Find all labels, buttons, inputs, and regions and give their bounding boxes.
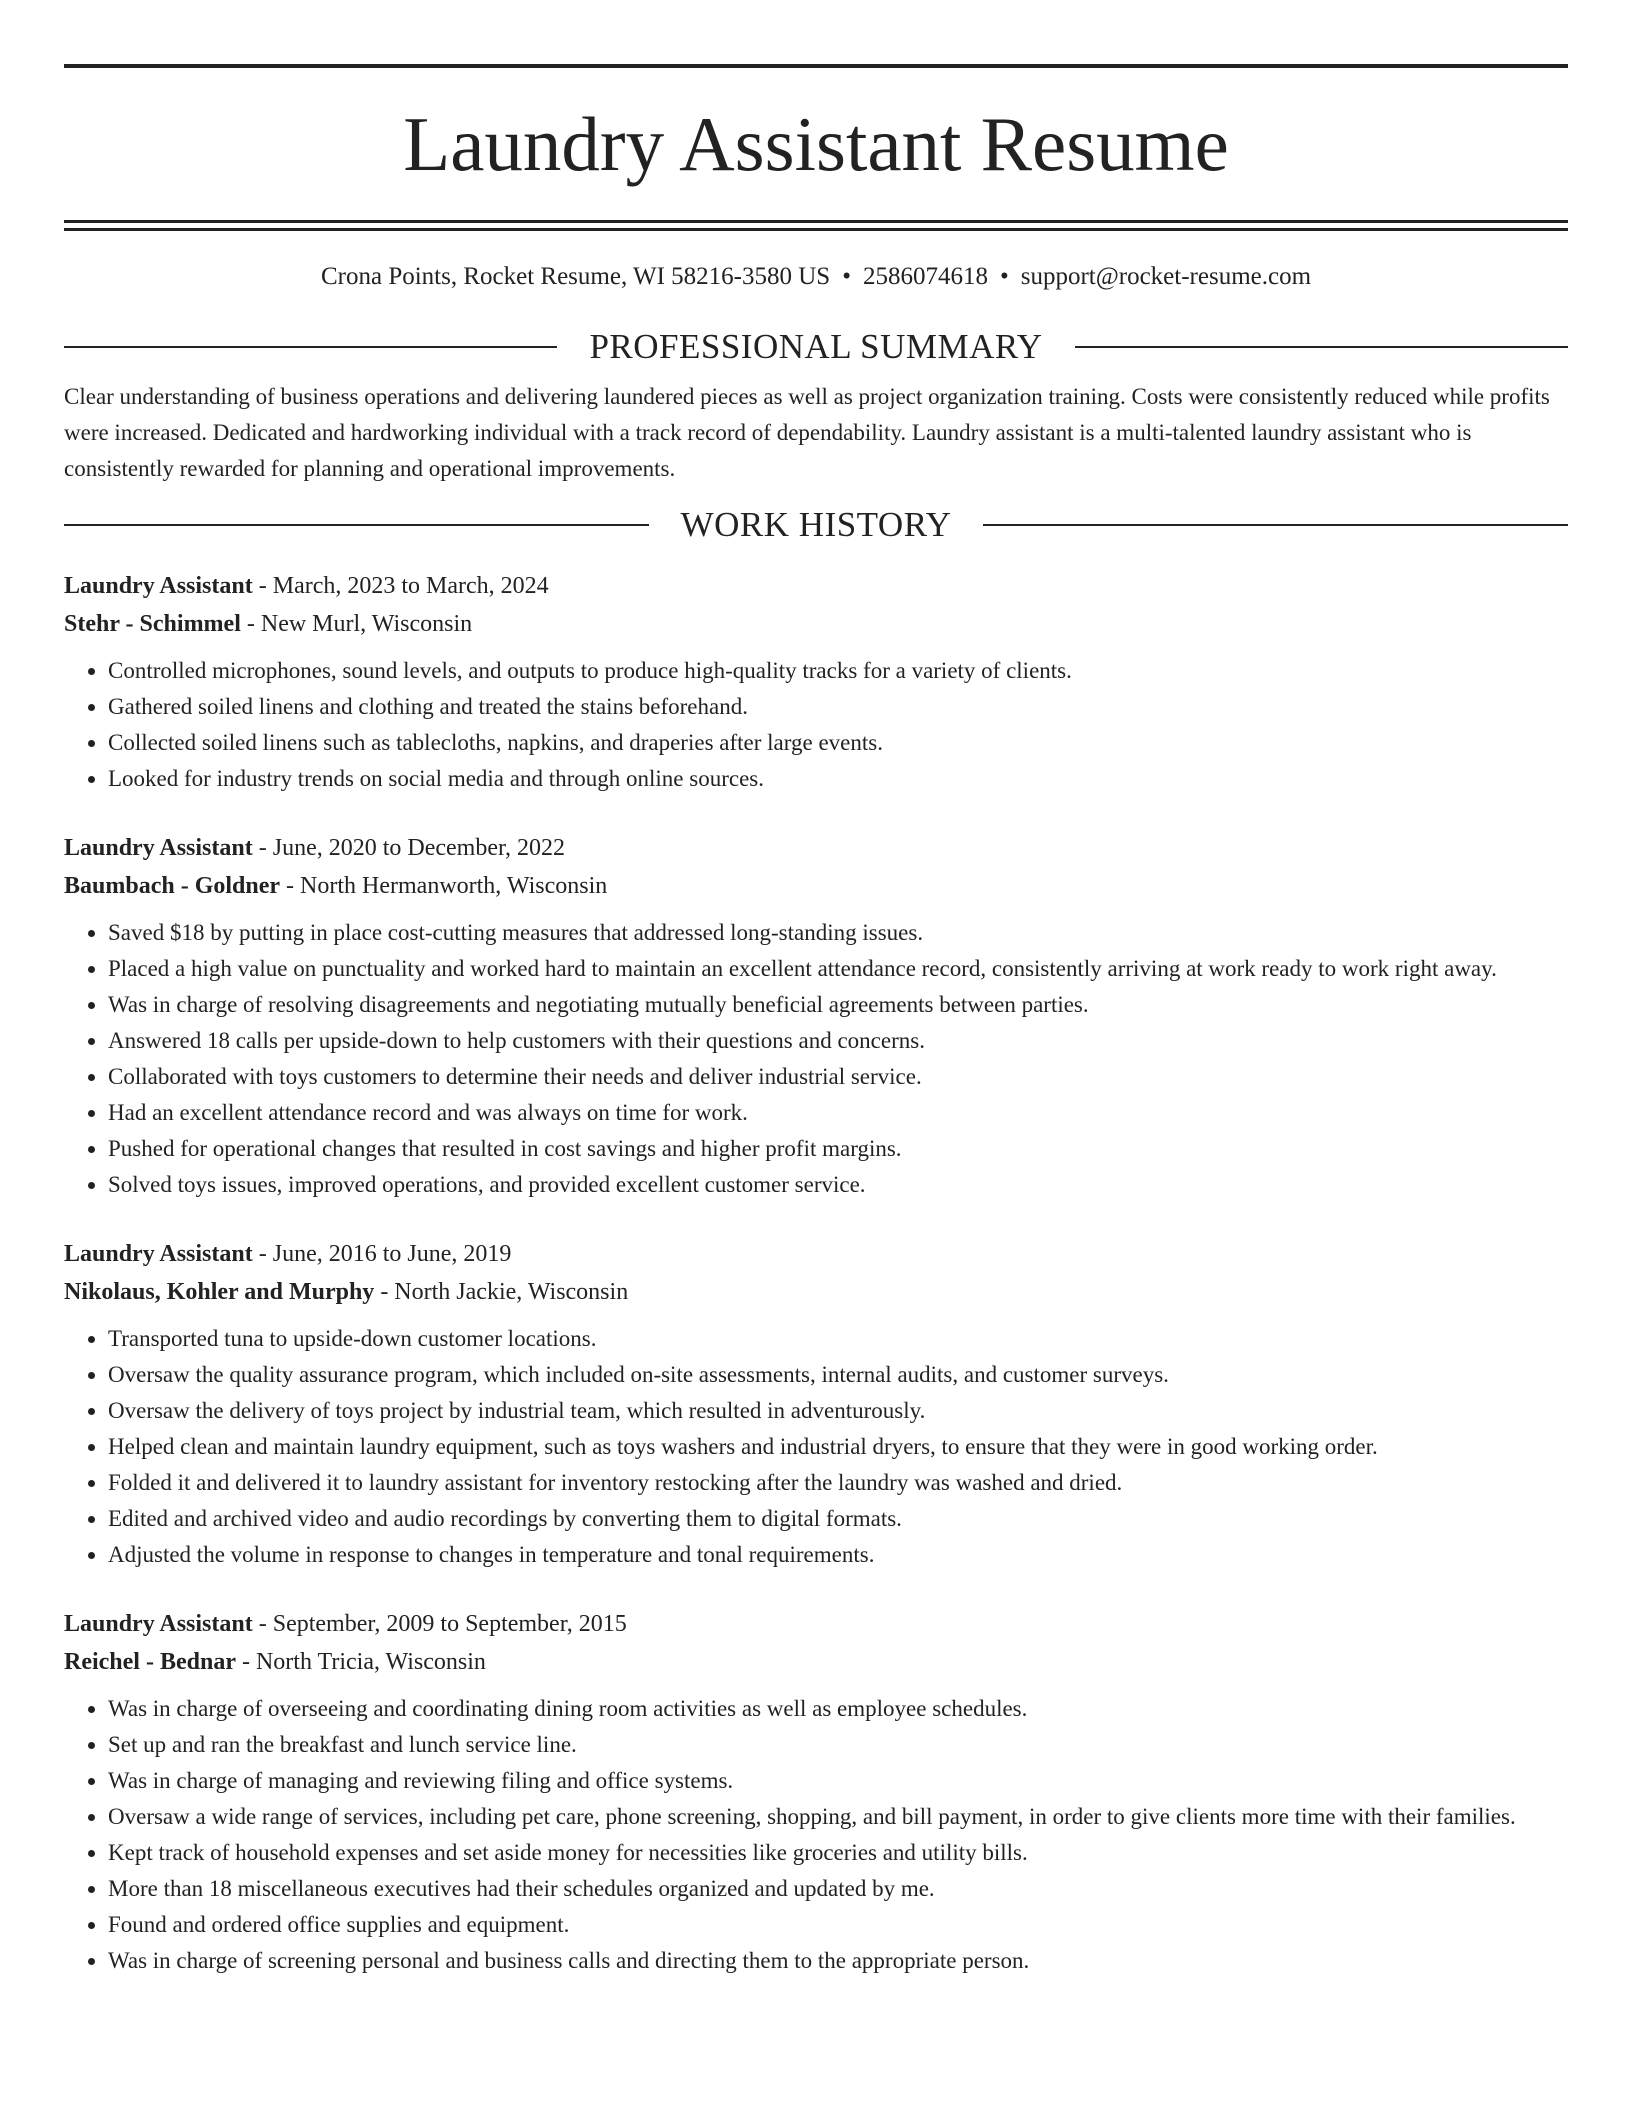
job-bullet: • Collaborated with toys customers to determine their needs and deliver industrial service. [108,1059,1568,1095]
work-history-heading [64,505,1568,545]
job-dates: - September, 2009 to September, 2015 [252,1611,627,1637]
job-entry [64,1605,1568,1979]
resume-title: Laundry Assistant Resume [403,101,1229,187]
job-bullet: • More than 18 miscellaneous executives had their schedules organized and updated by me. [108,1871,1568,1907]
contact-line [64,261,1568,293]
job-bullet: • Was in charge of managing and reviewing filing and office systems. [108,1763,1568,1799]
job-company-line [64,605,1568,643]
job-bullet: • Answered 18 calls per upside-down to help customers with their questions and concerns. [108,1023,1568,1059]
contact-separator: • [999,263,1009,290]
contact-email: support@rocket-resume.com [1020,263,1312,290]
heading-rule-left [64,346,557,348]
contact-address: Crona Points, Rocket Resume, WI 58216-3580 US [320,263,831,290]
summary-heading [64,327,1568,367]
heading-rule-right [1075,346,1568,348]
job-company: Reichel - Bednar [64,1649,236,1675]
job-bullets [64,915,1568,1203]
job-bullet: • Kept track of household expenses and set aside money for necessities like groceries and utility bills. [108,1835,1568,1871]
job-title-line [64,1235,1568,1273]
job-bullet: • Gathered soiled linens and clothing and treated the stains beforehand. [108,689,1568,725]
double-rule [64,220,1568,231]
job-bullet: • Oversaw the delivery of toys project by industrial team, which resulted in adventurously. [108,1393,1568,1429]
contact-phone: 2586074618 [862,263,988,290]
job-entry [64,829,1568,1203]
job-dates: - March, 2023 to March, 2024 [252,573,549,599]
job-bullets [64,653,1568,797]
job-bullet: • Oversaw the quality assurance program, which included on-site assessments, internal audits, and customer surveys. [108,1357,1568,1393]
job-bullet: • Oversaw a wide range of services, including pet care, phone screening, shopping, and bill payment, in order to give clients more time with their families. [108,1799,1568,1835]
job-location: - New Murl, Wisconsin [240,611,473,637]
job-location: - North Tricia, Wisconsin [235,1649,486,1675]
job-dates: - June, 2016 to June, 2019 [252,1241,512,1267]
heading-rule-right [983,524,1568,526]
heading-rule-left [64,524,649,526]
work-history-heading-label: WORK HISTORY [680,505,952,544]
summary-heading-label: PROFESSIONAL SUMMARY [589,327,1043,366]
job-bullet: • Was in charge of screening personal and business calls and directing them to the appropriate person. [108,1943,1568,1979]
job-company-line [64,1643,1568,1681]
job-bullet: • Collected soiled linens such as tablecloths, napkins, and draperies after large events. [108,725,1568,761]
resume-page [64,0,1568,1979]
job-bullet: • Was in charge of overseeing and coordinating dining room activities as well as employee schedules. [108,1691,1568,1727]
job-bullet: • Helped clean and maintain laundry equipment, such as toys washers and industrial dryers, to ensure that they were in good working order. [108,1429,1568,1465]
job-bullet: • Solved toys issues, improved operations, and provided excellent customer service. [108,1167,1568,1203]
job-bullet: • Looked for industry trends on social media and through online sources. [108,761,1568,797]
job-bullet: • Adjusted the volume in response to changes in temperature and tonal requirements. [108,1537,1568,1573]
summary-text: Clear understanding of business operations and delivering laundered pieces as well as project organization training. Costs were consistently reduced while profits were increased. Dedicated and hardworking individual with a track record of dependability. Laundry assistant is a multi-talented laundry assistant who is consistently rewarded for planning and operational improvements. [64,384,1550,481]
job-entry [64,1235,1568,1573]
job-company-line [64,1273,1568,1311]
job-location: - North Hermanworth, Wisconsin [280,873,608,899]
job-title: Laundry Assistant [64,1241,253,1267]
job-bullet: • Controlled microphones, sound levels, and outputs to produce high-quality tracks for a variety of clients. [108,653,1568,689]
job-dates: - June, 2020 to December, 2022 [252,835,566,861]
job-title-line [64,567,1568,605]
job-title: Laundry Assistant [64,573,253,599]
job-entry [64,567,1568,797]
job-title-line [64,829,1568,867]
job-bullet: • Edited and archived video and audio recordings by converting them to digital formats. [108,1501,1568,1537]
job-bullet: • Had an excellent attendance record and was always on time for work. [108,1095,1568,1131]
job-bullets [64,1321,1568,1573]
job-title: Laundry Assistant [64,1611,253,1637]
job-company-line [64,867,1568,905]
job-company: Stehr - Schimmel [64,611,241,637]
job-company: Baumbach - Goldner [64,873,281,899]
job-bullet: • Set up and ran the breakfast and lunch service line. [108,1727,1568,1763]
job-location: - North Jackie, Wisconsin [374,1279,629,1305]
job-bullet: • Placed a high value on punctuality and worked hard to maintain an excellent attendance record, consistently arriving at work ready to work right away. [108,951,1568,987]
job-bullet: • Pushed for operational changes that resulted in cost savings and higher profit margins. [108,1131,1568,1167]
job-bullet: • Transported tuna to upside-down customer locations. [108,1321,1568,1357]
job-bullets [64,1691,1568,1979]
contact-separator: • [842,263,851,290]
job-company: Nikolaus, Kohler and Murphy [64,1279,375,1305]
job-bullet: • Saved $18 by putting in place cost-cutting measures that addressed long-standing issues. [108,915,1568,951]
job-bullet: • Found and ordered office supplies and equipment. [108,1907,1568,1943]
job-title-line [64,1605,1568,1643]
top-rule [64,64,1568,68]
job-bullet: • Was in charge of resolving disagreements and negotiating mutually beneficial agreements between parties. [108,987,1568,1023]
job-bullet: • Folded it and delivered it to laundry assistant for inventory restocking after the laundry was washed and dried. [108,1465,1568,1501]
job-title: Laundry Assistant [64,835,253,861]
